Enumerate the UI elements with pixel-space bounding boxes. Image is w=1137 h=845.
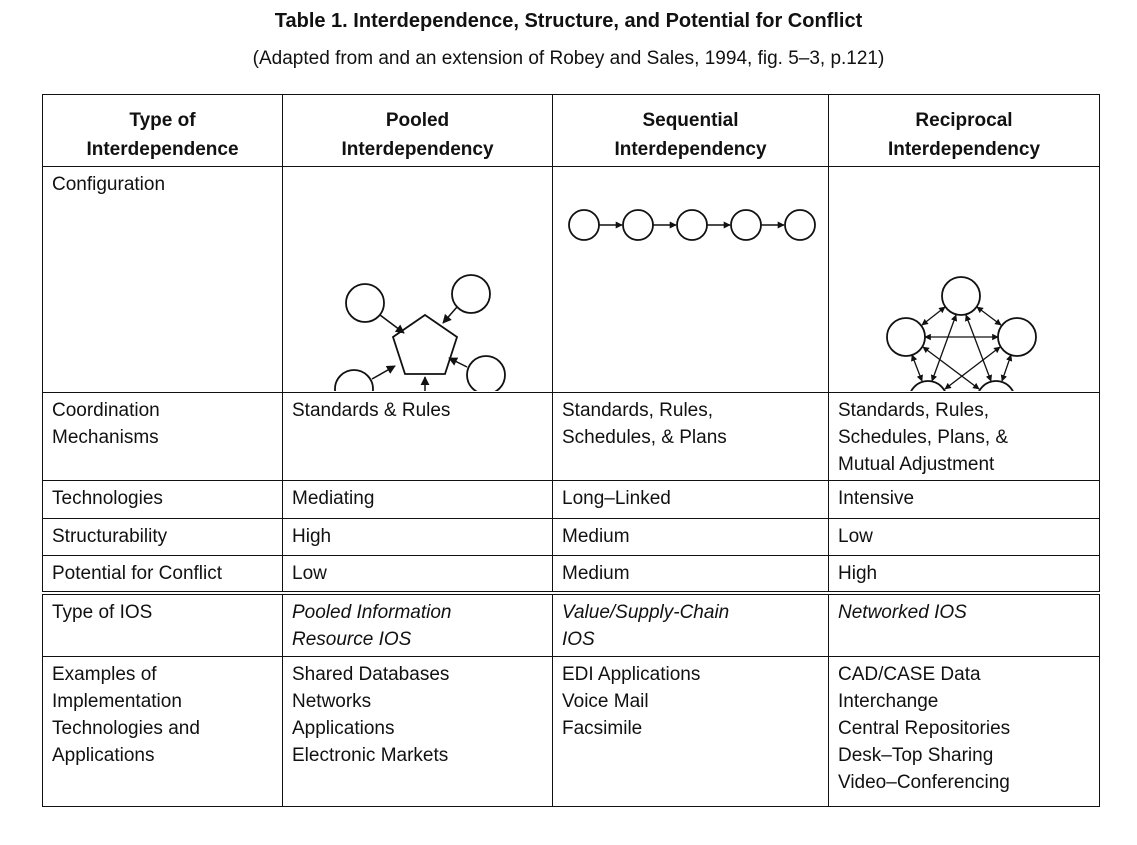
sequential-structurability: Medium	[553, 519, 829, 556]
label-coordination: Coordination Mechanisms	[43, 393, 283, 481]
pentagon-hub	[393, 315, 457, 374]
mesh-node-left	[887, 318, 925, 356]
pooled-examples: Shared Databases Networks Applications Electronic Markets	[283, 657, 553, 807]
arrow	[912, 355, 922, 381]
sequential-conflict: Medium	[553, 556, 829, 593]
label-conflict: Potential for Conflict	[43, 556, 283, 593]
arrow	[977, 307, 1001, 325]
reciprocal-conflict: High	[829, 556, 1100, 593]
reciprocal-ios: Networked IOS	[829, 593, 1100, 657]
mesh-node-bottom-left	[909, 381, 947, 391]
pooled-technologies: Mediating	[283, 481, 553, 519]
node-lower-left	[335, 370, 373, 391]
pooled-coordination: Standards & Rules	[283, 393, 553, 481]
header-type: Type of Interdependence	[43, 95, 283, 167]
mesh-node-bottom-right	[977, 381, 1015, 391]
label-technologies: Technologies	[43, 481, 283, 519]
row-examples	[43, 657, 1100, 807]
header-sequential: Sequential Interdependency	[553, 95, 829, 167]
node-upper-left	[346, 284, 384, 322]
row-ios	[43, 593, 1100, 657]
row-conflict	[43, 556, 1100, 593]
chain-node-3	[677, 210, 707, 240]
table-subtitle: (Adapted from and an extension of Robey and Sales, 1994, fig. 5–3, p.121)	[252, 48, 885, 69]
sequential-examples: EDI Applications Voice Mail Facsimile	[553, 657, 829, 807]
sequential-coordination: Standards, Rules, Schedules, & Plans	[553, 393, 829, 481]
pooled-structurability: High	[283, 519, 553, 556]
arrow	[449, 358, 467, 367]
arrow	[1002, 355, 1011, 381]
mesh-node-right	[998, 318, 1036, 356]
label-configuration: Configuration	[43, 167, 283, 393]
pooled-diagram-cell	[283, 167, 553, 393]
reciprocal-structurability: Low	[829, 519, 1100, 556]
header-reciprocal: Reciprocal Interdependency	[829, 95, 1100, 167]
chain-node-4	[731, 210, 761, 240]
header-row	[43, 95, 1100, 167]
mesh-node-top	[942, 277, 980, 315]
arrow	[443, 307, 457, 323]
reciprocal-examples: CAD/CASE Data Interchange Central Repositories Desk–Top Sharing Video–Conferencing	[829, 657, 1100, 807]
row-coordination	[43, 393, 1100, 481]
reciprocal-diagram-cell	[829, 167, 1100, 393]
label-examples: Examples of Implementation Technologies and Applications	[43, 657, 283, 807]
interdependence-table	[42, 94, 1100, 807]
arrow	[932, 315, 956, 381]
row-structurability	[43, 519, 1100, 556]
pooled-ios: Pooled Information Resource IOS	[283, 593, 553, 657]
label-ios: Type of IOS	[43, 593, 283, 657]
sequential-technologies: Long–Linked	[553, 481, 829, 519]
pooled-conflict: Low	[283, 556, 553, 593]
chain-node-2	[623, 210, 653, 240]
arrow	[380, 315, 404, 333]
reciprocal-technologies: Intensive	[829, 481, 1100, 519]
arrow	[966, 315, 991, 381]
table-title: Table 1. Interdependence, Structure, and Potential for Conflict	[274, 10, 863, 32]
chain-node-1	[569, 210, 599, 240]
row-technologies	[43, 481, 1100, 519]
sequential-diagram-cell	[553, 167, 829, 393]
sequential-diagram	[553, 167, 827, 391]
sequential-ios: Value/Supply-Chain IOS	[553, 593, 829, 657]
chain-node-5	[785, 210, 815, 240]
row-configuration	[43, 167, 1100, 393]
pooled-diagram	[283, 167, 551, 391]
node-right	[467, 356, 505, 391]
arrow	[372, 366, 395, 379]
label-structurability: Structurability	[43, 519, 283, 556]
reciprocal-diagram	[829, 167, 1098, 391]
node-upper-right	[452, 275, 490, 313]
arrow	[922, 307, 945, 325]
header-pooled: Pooled Interdependency	[283, 95, 553, 167]
reciprocal-coordination: Standards, Rules, Schedules, Plans, & Mutual Adjustment	[829, 393, 1100, 481]
